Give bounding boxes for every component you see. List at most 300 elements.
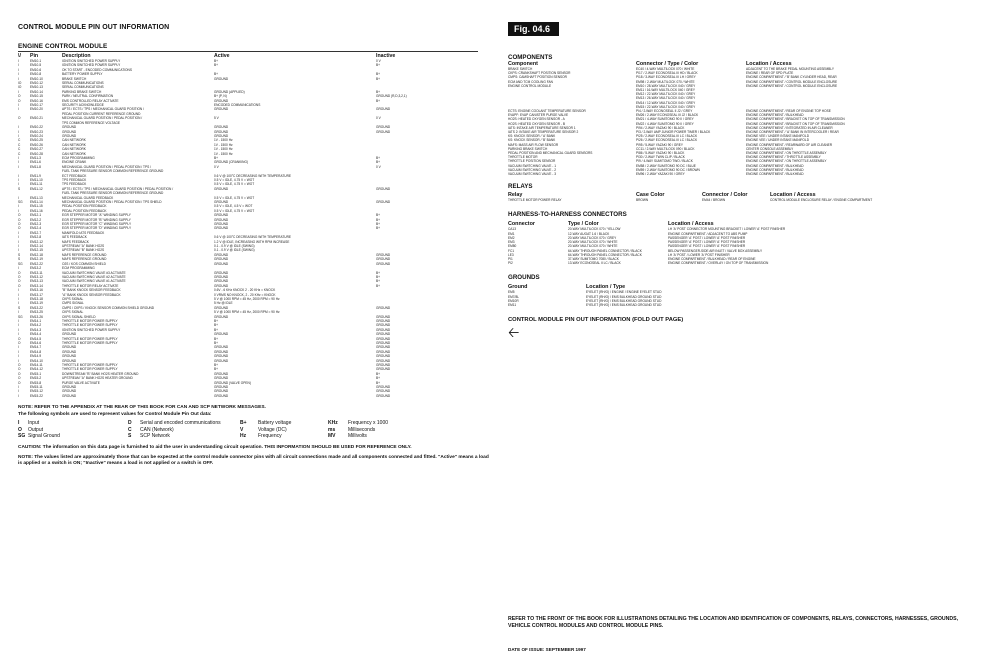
pin-number: EM11-10 — [30, 177, 43, 182]
pin-number: EM13-11 — [30, 270, 43, 275]
component-connector: PI25 / 2-WAY ECONOSEAL III LC / BLACK — [636, 134, 698, 139]
pin-type: SG — [18, 314, 23, 319]
legend-label2: CAN (Network) — [140, 426, 174, 433]
pin-type: I — [18, 327, 19, 332]
pin-type: C — [18, 147, 21, 152]
pin-inactive: B+ — [376, 274, 380, 279]
legend-sym2: S — [128, 433, 132, 440]
pin-number: EM11-12 — [30, 186, 43, 191]
pin-number: EM10-17 — [30, 103, 43, 108]
pin-active: GROUND — [214, 274, 229, 279]
pin-description: THROTTLE MOTOR POWER SUPPLY — [62, 318, 118, 323]
header-active: Active — [214, 53, 230, 59]
pin-description: "A" BANK KNOCK SENSOR FEEDBACK — [62, 292, 121, 297]
component-connector: PI9 / 4-WAY SUMITOMO TWO / BLACK — [636, 159, 693, 164]
component-name: ENGINE CONTROL MODULE — [508, 83, 552, 88]
pin-active: GROUND — [214, 133, 229, 138]
pin-active: 0.5 V = IDLE, 4.75 V = WOT — [214, 177, 255, 182]
pin-number: EM15-22 — [30, 393, 43, 398]
pin-inactive: GROUND — [376, 367, 391, 372]
pin-type: IO — [18, 85, 22, 90]
pin-type: O — [18, 213, 21, 218]
pin-type: I — [18, 296, 19, 301]
pin-number: EM10-1 — [30, 59, 42, 63]
pin-description: PEDAL POSITION FEEDBACK — [62, 208, 107, 213]
pin-number: EM14-10 — [30, 358, 43, 363]
header-case-color: Case Color — [636, 192, 665, 199]
pin-active: GROUND — [214, 279, 229, 284]
pin-description: UPSTREAM "A" BANK HO2S — [62, 244, 105, 249]
pin-number: EM14-8 — [30, 349, 42, 354]
pin-inactive: B+ — [376, 160, 380, 165]
pin-description: GROUND — [62, 358, 77, 363]
date-of-issue: DATE OF ISSUE: SEPTEMBER 1997 — [508, 647, 586, 652]
pin-inactive: 0 V — [376, 164, 381, 169]
pin-type: I — [18, 67, 19, 72]
pin-number: EM13-22 — [30, 305, 43, 310]
pin-type: S — [18, 305, 21, 310]
pin-active: B+ — [214, 59, 218, 63]
harness-connector: PI1 — [508, 256, 513, 261]
ground-id: EM11 — [508, 302, 517, 307]
header-inactive: Inactive — [376, 53, 396, 59]
pin-active: GROUND — [214, 213, 229, 218]
pin-active: 1V - 1500 Hz — [214, 147, 233, 152]
harness-connector: EM80 — [508, 244, 517, 249]
pin-number: EM10-23 — [30, 129, 43, 134]
pin-inactive: GROUND — [376, 327, 391, 332]
pin-number: EM11-11 — [30, 182, 43, 187]
pin-type: I — [18, 239, 19, 244]
pin-active: 0.5 V = IDLE, 4.5 V = WOT — [214, 204, 253, 209]
component-connector: EM58 / 2-WAY SUMITOMO 90 DC / BLUE — [636, 163, 696, 168]
pin-type: I — [18, 155, 19, 160]
pin-type: I — [18, 103, 19, 108]
pin-active: B+ — [214, 363, 218, 368]
legend-label4: Milliseconds — [348, 426, 376, 433]
harness-connector: FC1 — [508, 248, 515, 253]
pin-description: MECHANICAL GUARD POSITION / PEDAL POSITION / — [62, 116, 143, 121]
component-location: ENGINE COMPARTMENT / THROTTLE ASSEMBLY — [746, 155, 821, 160]
pin-inactive: GROUND — [376, 252, 391, 257]
pin-type: C — [18, 151, 21, 156]
component-name: PARKING BRAKE SWITCH — [508, 146, 548, 151]
harness-location: ENGINE COMPARTMENT / BULKHEAD / REAR OF ENGINE — [668, 256, 756, 261]
pin-description: UPSTREAM "B" BANK HO2S — [62, 248, 105, 253]
pin-description: TPS COMMON REFERENCE VOLTAGE — [62, 120, 120, 125]
pin-type: I — [18, 288, 19, 293]
pin-number: EM12-8 — [30, 235, 42, 240]
pin-number: EM13-17 — [30, 292, 43, 297]
pin-active: 0.1 - 0.9 V @ IDLE (SWING) — [214, 248, 255, 253]
pin-active: GROUND (CRANKING) — [214, 160, 248, 165]
pin-description: CMPS / CKPS / KNOCK SENSOR COMMON SHIELD GROUND — [62, 305, 155, 310]
pin-description: IGNITION SWITCHED POWER SUPPLY — [62, 63, 121, 68]
pin-active: GROUND — [214, 98, 229, 103]
pin-description: GROUND — [62, 133, 77, 138]
pin-description: CAN NETWORK — [62, 151, 86, 156]
pin-description: SERIAL COMMUNICATIONS — [62, 85, 104, 90]
pin-active: 0 VRMS NO KNOCK, 2 - 20 KHz = KNOCK — [214, 292, 276, 297]
pin-active: 0.5 V = IDLE, 4.75 V = WOT — [214, 182, 255, 187]
legend-sym: O — [18, 426, 22, 433]
component-connector: EM14 / 12-WAY MULTILOCK 040 / GREY — [636, 100, 696, 105]
pin-number: EM14-4 — [30, 332, 42, 337]
pin-active: 0 V — [214, 164, 219, 169]
header-ground: Ground — [508, 284, 528, 291]
pin-table — [18, 59, 490, 398]
pin-inactive: B+ — [376, 371, 380, 376]
pin-active: GROUND — [214, 376, 229, 381]
pin-number: EM14-9 — [30, 354, 42, 359]
component-location: ENGINE COMPARTMENT / 'B' BANK CYLINDER HEAD, REAR — [746, 75, 837, 80]
note-values: NOTE: The values listed are approximately those that can be expected at the control module connector pins with all circuit connections made and all components connected and fitted. "Active" means a load is applied or a switch is ON; "Inactive" means a load is not applied or a switch is OFF. — [18, 454, 489, 466]
pin-type: I — [18, 318, 19, 323]
pin-type: I — [18, 266, 19, 271]
pin-type: I — [18, 345, 19, 350]
pin-number: EM15-8 — [30, 380, 42, 385]
ground-location: EYELET (RH/O) / ENGINE / ENGINE EYELET STUD — [586, 290, 662, 295]
pin-inactive: B+ — [376, 89, 380, 94]
component-name: ECTS: ENGINE COOLANT TEMPERATURE SENSOR — [508, 109, 586, 114]
pin-number: EM10-15 — [30, 94, 43, 99]
left-page — [18, 24, 490, 467]
component-connector: EM21 / 4-WAY SUMITOMO 90 II / GREY — [636, 117, 694, 122]
pin-type: I — [18, 173, 19, 178]
pin-inactive: GROUND — [376, 393, 391, 398]
pin-number: EM14-7 — [30, 345, 42, 350]
relay-case-color: BROWN — [636, 198, 649, 203]
pin-description: EGR STEPPER MOTOR "A" WINDING SUPPLY — [62, 213, 131, 218]
pin-number: EM15-11 — [30, 385, 43, 390]
pin-number: EM13-19 — [30, 301, 43, 306]
pin-description: PARK / NEUTRAL CONFIRMATION — [62, 94, 114, 99]
foldout-title: CONTROL MODULE PIN OUT INFORMATION (FOLD OUT PAGE) — [508, 317, 684, 324]
pin-number: EM10-27 — [30, 147, 43, 152]
pin-inactive: GROUND — [376, 314, 391, 319]
component-name: ECM AND TCM COOLING FAN — [508, 79, 553, 84]
pin-inactive: B+ — [376, 217, 380, 222]
pin-type: I — [18, 358, 19, 363]
pin-type: C — [18, 138, 21, 143]
harness-location: PASSENGER 'A' POST / LOWER 'A' POST FINISHER — [668, 235, 746, 240]
pin-type: O — [18, 363, 21, 368]
pin-number: EM13-14 — [30, 283, 43, 288]
pin-type: SG — [18, 200, 23, 204]
pin-active: 5 V — [214, 116, 219, 121]
pin-inactive: GROUND — [376, 341, 391, 345]
pin-inactive: B+ — [376, 222, 380, 227]
pin-description: MECHANICAL GUARD POSITION / PEDAL POSITION / TPS SHIELD — [62, 200, 162, 204]
ground-id: EM10R — [508, 298, 519, 303]
pin-type: I — [18, 292, 19, 297]
pin-active: GROUND — [214, 252, 229, 257]
list-item — [508, 172, 970, 176]
pin-type: O — [18, 279, 21, 284]
pin-type: O — [18, 341, 21, 345]
pin-type: O — [18, 283, 21, 288]
pin-number: EM15-12 — [30, 389, 43, 394]
component-location: ENGINE COMPARTMENT / BULKHEAD — [746, 172, 804, 177]
pin-description: TPS FEEDBACK — [62, 182, 87, 187]
pin-inactive: GROUND — [376, 363, 391, 368]
pin-type: I — [18, 133, 19, 138]
pin-type: S — [18, 252, 21, 257]
pin-description: SECURITY ACKNOWLEDGE — [62, 103, 104, 108]
pin-type: O — [18, 274, 21, 279]
pin-description: MECHANICAL GUARD FEEDBACK — [62, 195, 114, 200]
pin-type: I — [18, 323, 19, 328]
pin-inactive: GROUND — [376, 305, 391, 310]
pin-description: GROUND — [62, 349, 77, 354]
pin-active: B+ (P, N) — [214, 94, 227, 99]
relay-location: CONTROL MODULE ENCLOSURE RELAY / ENGINE COMPARTMENT — [770, 198, 873, 203]
pin-active: 0.5 V = IDLE, 4.75 V = WOT — [214, 208, 255, 213]
component-location: ENGINE COMPARTMENT / REARWARD OF AIR CLEANER — [746, 142, 833, 147]
pin-description: APTS / ECTS / TPS / MECHANICAL GUARD POSITION / — [62, 107, 145, 112]
pin-number: EM13-25 — [30, 310, 43, 315]
pin-inactive: B+ — [376, 213, 380, 218]
pin-description: SERIAL COMMUNICATIONS — [62, 81, 104, 86]
pin-inactive: B+ — [376, 270, 380, 275]
pin-inactive: GROUND — [376, 318, 391, 323]
pin-active: GROUND — [214, 217, 229, 222]
pin-number: EM11-9 — [30, 173, 41, 178]
list-item — [508, 198, 970, 202]
pin-active: B+ — [214, 63, 218, 68]
header-harness-connector: Connector — [508, 221, 535, 228]
harness-connector: EM2 — [508, 235, 515, 240]
pin-number: EM10-5 — [30, 63, 42, 68]
component-name: KS: KNOCK SENSOR / 'A' BANK — [508, 134, 556, 139]
pin-number: EM12-19 — [30, 257, 43, 262]
pin-inactive: GROUND — [376, 389, 391, 394]
pin-active: GROUND — [214, 332, 229, 337]
pin-description: MAFS REFERENCE GROUND — [62, 257, 107, 262]
pin-active: GROUND — [214, 186, 229, 191]
pin-description: GROUND — [62, 345, 77, 350]
pin-description: GROUND — [62, 332, 77, 337]
pin-description: TPS FEEDBACK — [62, 177, 87, 182]
component-name: IATS: INTAKE AIR TEMPERATURE SENSOR 1 — [508, 125, 576, 130]
pin-active: GROUND — [214, 354, 229, 359]
pin-type: O — [18, 380, 21, 385]
pin-type: O — [18, 94, 21, 99]
pin-active: GROUND — [214, 129, 229, 134]
pin-type: O — [18, 98, 21, 103]
component-location: ENGINE COMPARTMENT / BRACKET ON TOP OF TRANSMISSION — [746, 117, 845, 122]
legend-sym3: Hz — [240, 433, 247, 440]
pin-description: CMPS SIGNAL — [62, 301, 84, 306]
legend-sym4: KHz — [328, 420, 338, 427]
pin-number: EM13-18 — [30, 296, 43, 301]
relays-table — [508, 198, 970, 202]
pin-number: EM13-2 — [30, 266, 42, 271]
pin-type: I — [18, 129, 19, 134]
pin-description: PEDAL POSITION CURRENT REFERENCE GROUND — [62, 111, 141, 116]
harness-location: BELOW PASSENGER-SIDE AIR INLET / VALVE BOX ASSEMBLY — [668, 248, 763, 253]
component-name: VACUUM SWITCHING VALVE - 2 — [508, 167, 556, 172]
pin-description: BRAKE SWITCH — [62, 76, 87, 81]
harness-type: 64-WAY THROUGH PANEL CONNECTOR / BLACK — [568, 248, 642, 253]
harness-location: ENGINE COMPARTMENT / OVERLAY / ON TOP OF TRANSMISSION — [668, 261, 769, 266]
ground-location: EYELET (RH/O) / EMS BULKHEAD GROUND STUD — [586, 298, 662, 303]
pin-inactive: GROUND — [376, 107, 391, 112]
header-relay-location: Location / Access — [770, 192, 816, 199]
pin-description: FUEL TANK PRESSURE SENSOR COMMON REFERENCE GROUND — [62, 169, 164, 174]
pin-description: GROUND — [62, 389, 77, 394]
ground-location: EYELET (RH/O) / EMS BULKHEAD GROUND STUD — [586, 294, 662, 299]
harness-location: PASSENGER 'A' POST / LOWER 'A' POST FINISHER — [668, 244, 746, 249]
harness-location: ENGINE COMPARTMENT / ADJACENT TO ABS PUMP — [668, 231, 748, 236]
component-location: ADJACENT TO THE BRAKE PEDAL MOUNTING ASSEMBLY — [746, 67, 834, 71]
component-location: ENGINE COMPARTMENT / BRACKET ON TOP OF TRANSMISSION — [746, 121, 845, 126]
pin-description: CKPS SIGNAL — [62, 296, 84, 301]
pin-number: EM12-22 — [30, 261, 43, 266]
ground-location: EYELET (RH/O) / EMS BULKHEAD GROUND STUD — [586, 302, 662, 307]
component-connector: PI94 / 2-WAY YAZAKI 90 / BLACK — [636, 125, 685, 130]
header-relay: Relay — [508, 192, 523, 199]
pin-number: EM10-8 — [30, 72, 42, 77]
note-appendix: NOTE: REFER TO THE APPENDIX AT THE REAR OF THIS BOOK FOR CAN AND SCP NETWORK MESSAGES. — [18, 405, 266, 411]
pin-number: EM10-20 — [30, 107, 43, 112]
pin-active: GROUND — [214, 305, 229, 310]
figure-label: Fig. 04.6 — [508, 22, 559, 36]
harness-title: HARNESS-TO-HARNESS CONNECTORS — [508, 211, 627, 219]
component-connector: EC40 / 4-WAY MULTILOCK 070 / WHITE — [636, 67, 695, 71]
harness-type: 37-WAY SUMITOMO 7080 / BLACK — [568, 256, 619, 261]
component-connector: EM15 / 22-WAY MULTILOCK 040 / GREY — [636, 104, 696, 109]
pin-active: GROUND — [214, 371, 229, 376]
component-connector: EM12 / 22-WAY MULTILOCK 040 / GREY — [636, 92, 696, 97]
pin-active: 0.6 V @ 100°C DECREASING WITH TEMPERATURE — [214, 235, 292, 240]
pin-number: EM14-3 — [30, 327, 42, 332]
pin-description: CKPS SIGNAL — [62, 310, 84, 315]
component-name: HO2S: HEATED OXYGEN SENSOR - A — [508, 117, 565, 122]
pin-active: 5 V @ 1000 RPM = 45 Hz, 2000 RPM = 90 Hz — [214, 310, 280, 315]
pin-active: 5 Hz @ IDLE — [214, 301, 233, 306]
component-location: ENGINE VEE / UNDER INTAKE MANIFOLD — [746, 138, 809, 143]
legend-sym3: B+ — [240, 420, 247, 427]
legend-sym2: C — [128, 426, 132, 433]
pin-number: EM11-13 — [30, 195, 43, 200]
pin-active: B+ — [214, 72, 218, 77]
component-location: ENGINE COMPARTMENT / CONTROL MODULE ENCLOSURE — [746, 83, 838, 88]
pin-active: B+ — [214, 155, 218, 160]
pin-inactive: B+ — [376, 63, 380, 68]
pin-number: EM13-13 — [30, 279, 43, 284]
ground-id: EM7/8L — [508, 294, 519, 299]
pin-description: CAN NETWORK — [62, 147, 86, 152]
harness-type: 20-WAY MULTILOCK 070 / WHITE — [568, 240, 618, 245]
pin-number: EM12-14 — [30, 244, 43, 249]
pin-type: I — [18, 301, 19, 306]
component-name: VACUUM SWITCHING VALVE - 3 — [508, 172, 556, 177]
component-location: ENGINE COMPARTMENT / CONTROL MODULE ENCLOSURE — [746, 79, 838, 84]
pin-number: EM12-12 — [30, 239, 43, 244]
pin-inactive: B+ — [376, 376, 380, 381]
component-name: BRAKE SWITCH — [508, 67, 533, 71]
pin-type: O — [18, 226, 21, 231]
pin-description: ECT FEEDBACK — [62, 173, 87, 178]
pin-type: I — [18, 332, 19, 337]
pin-inactive: B+ — [376, 283, 380, 288]
pin-inactive: GROUND — [376, 349, 391, 354]
pin-active: B+ — [214, 323, 218, 328]
pin-type: I — [18, 182, 19, 187]
component-connector: EM10 / 28-WAY MULTILOCK 040 / GREY — [636, 83, 696, 88]
header-pin: Pin — [30, 53, 39, 59]
pin-active: GROUND — [214, 393, 229, 398]
pin-type: S — [18, 186, 21, 191]
back-arrow-icon[interactable]: 🡠 — [508, 324, 520, 341]
page-title: CONTROL MODULE PIN OUT INFORMATION — [18, 24, 170, 31]
pin-active: GROUND — [214, 283, 229, 288]
pin-description: DOWNSTREAM "B" BANK HO2S HEATER GROUND — [62, 371, 139, 376]
pin-description: IATS FEEDBACK — [62, 235, 87, 240]
pin-inactive: GROUND — [376, 323, 391, 328]
legend-label4: Millivolts — [348, 433, 367, 440]
pin-type: I — [18, 76, 19, 81]
pin-number: EM14-1 — [30, 318, 42, 323]
pin-description: PARKING BRAKE SWITCH — [62, 89, 102, 94]
pin-description: O2S / KOS COMMON SHIELD — [62, 261, 106, 266]
pin-description: THROTTLE MOTOR POWER SUPPLY — [62, 323, 118, 328]
pin-type: O — [18, 270, 21, 275]
pin-active: GROUND — [214, 345, 229, 350]
pin-number: EM10-16 — [30, 98, 43, 103]
pin-type: I — [18, 195, 19, 200]
legend-label: Output — [28, 426, 44, 433]
pin-active: 0.1 - 0.9 V @ IDLE (SWING) — [214, 244, 255, 249]
pin-active: B+ — [214, 336, 218, 341]
relay-connector: EM44 / BROWN — [702, 198, 726, 203]
pin-type: I — [18, 393, 19, 398]
relays-title: RELAYS — [508, 183, 533, 191]
pin-inactive: B+ — [376, 279, 380, 284]
pin-number: EM10-13 — [30, 85, 43, 90]
pin-type: I — [18, 235, 19, 240]
pin-type: I — [18, 177, 19, 182]
pin-number: EM11-15 — [30, 204, 43, 209]
pin-description: MAFS REFERENCE GROUND — [62, 252, 107, 257]
pin-inactive: GROUND — [376, 336, 391, 341]
component-location: ENGINE COMPARTMENT / REAR OF ENGINE TOP HOSE — [746, 109, 831, 114]
pin-number: EM11-8 — [30, 164, 41, 169]
pin-description: THROTTLE MOTOR POWER SUPPLY — [62, 341, 118, 345]
pin-description: VACUUM SWITCHING VALVE #2 ACTIVATE — [62, 274, 126, 279]
component-location: ENGINE COMPARTMENT / BULKHEAD — [746, 163, 804, 168]
component-name: THROTTLE POSITION SENSOR — [508, 159, 556, 164]
pin-number: EM10-24 — [30, 133, 43, 138]
header-location: Location / Access — [746, 61, 792, 67]
harness-connector: PI2 — [508, 261, 513, 266]
legend-sym2: D — [128, 420, 132, 427]
pin-active: GROUND (VALVE OPEN) — [214, 380, 251, 385]
legend-label: Input — [28, 420, 40, 427]
pin-description: BATTERY POWER SUPPLY — [62, 72, 103, 77]
pin-inactive: GROUND — [376, 129, 391, 134]
pin-description: ECM PROGRAMMING — [62, 266, 95, 271]
pin-number: EM10-10 — [30, 76, 43, 81]
legend-label3: Frequency — [258, 433, 282, 440]
symbol-legend — [18, 420, 490, 439]
pin-description: PEDAL POSITION FEEDBACK — [62, 204, 107, 209]
pin-inactive: GROUND — [376, 186, 391, 191]
harness-type: 20-WAY MULTILOCK 070 / GREY — [568, 235, 617, 240]
pin-type: IO — [18, 81, 22, 86]
pin-type: I — [18, 230, 19, 235]
